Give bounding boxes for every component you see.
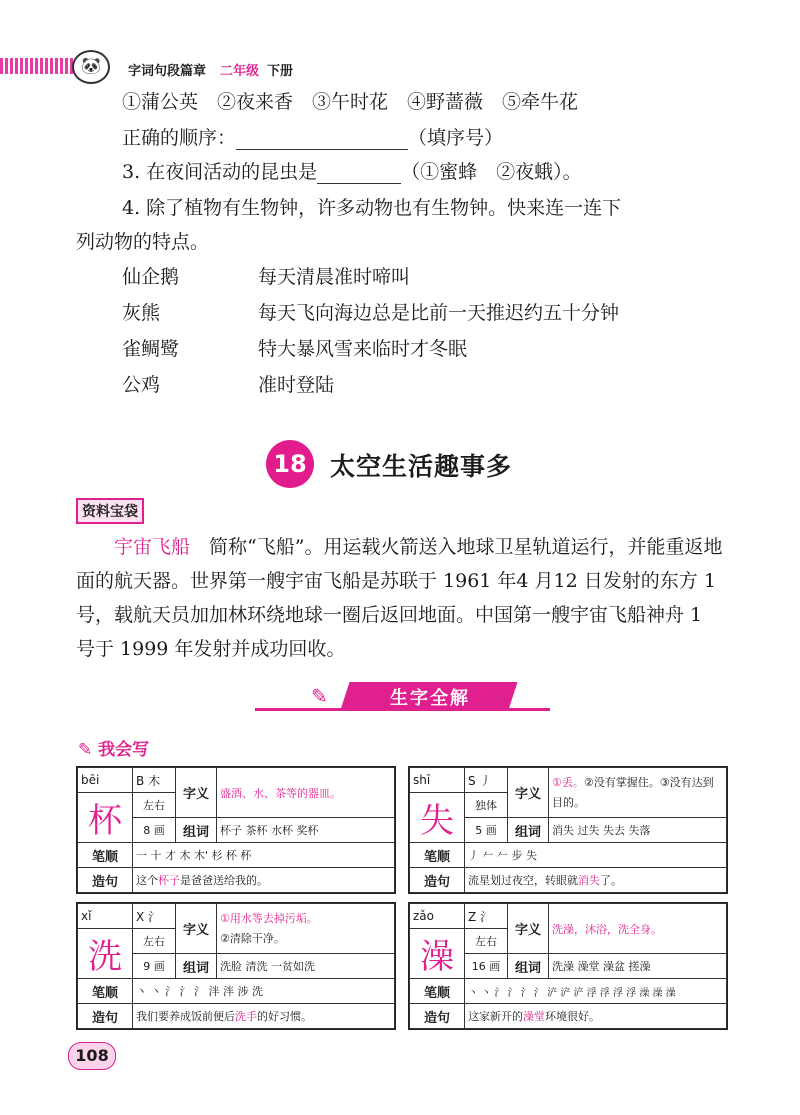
stroke-order: 丶 丶 氵 氵 氵 氵 浐 浐 浐 浮 浮 浮 浮 澡 澡 澡: [465, 979, 727, 1004]
sentence-post: 是爸爸送给我的。: [180, 874, 268, 887]
meaning-highlight: ①丢。: [552, 775, 584, 789]
structure: 左右: [133, 929, 176, 954]
info-text: 简称“飞船”。用运载火箭送入地球卫星轨道运行，并能重返地面的航天器。世界第一艘宇宙飞船是苏联于 1961 年4 月12 日发射的东方 1 号，载航天员加加林环绕地球一圈后返回地面。中国第一艘宇宙飞船神舟 1 号于 1999 年发射并成功回收。: [76, 536, 723, 660]
question-4-line1: 4. 除了植物有生物钟，许多动物也有生物钟。快来连一连下: [122, 197, 622, 219]
radical-info: [133, 904, 176, 929]
words: 杯子 茶杯 水杯 奖杯: [217, 818, 395, 843]
subhead-label: 我会写: [98, 740, 150, 760]
pinyin: xǐ: [78, 904, 133, 929]
lesson-title: 太空生活趣事多: [330, 452, 513, 481]
sentence-label: 造句: [78, 868, 133, 893]
character: 澡: [410, 929, 465, 979]
radical-letter: Z: [468, 909, 477, 924]
sentence-label: 造句: [78, 1004, 133, 1029]
structure: 左右: [133, 793, 176, 818]
pencil-icon: ✎: [311, 684, 328, 708]
radical-info: [465, 904, 508, 929]
radical: 木: [148, 773, 161, 788]
meaning-label: 字义: [176, 768, 217, 818]
info-tag: 资料宝袋: [76, 498, 144, 524]
section-banner: [255, 682, 550, 716]
sentence-pre: 我们要养成饭前便后: [136, 1010, 235, 1023]
character-card: [76, 902, 396, 1030]
stroke-order: 丿 𠂉 𠂉 步 失: [465, 843, 727, 868]
flower-options: ①蒲公英 ②夜来香 ③午时花 ④野蔷薇 ⑤牵牛花: [122, 91, 579, 113]
sentence-post: 了。: [600, 874, 622, 887]
meaning-label: 字义: [508, 904, 549, 954]
lesson-number: 18: [266, 440, 314, 488]
sentence-label: 造句: [410, 868, 465, 893]
meaning: 洗澡，沐浴，洗全身。: [549, 904, 727, 954]
trait-item[interactable]: 特大暴风雪来临时才冬眠: [258, 338, 468, 360]
header-bar: [0, 58, 800, 74]
order-question: [122, 126, 503, 150]
info-paragraph: [76, 530, 726, 666]
sentence-post: 的好习惯。: [257, 1010, 312, 1023]
character: 杯: [78, 793, 133, 843]
radical-letter: S: [468, 773, 476, 788]
strokes-label: 笔顺: [78, 979, 133, 1004]
subhead: [78, 735, 149, 760]
order-blank[interactable]: [236, 129, 408, 150]
animal-item[interactable]: 灰熊: [122, 302, 161, 324]
strokes-label: 笔顺: [78, 843, 133, 868]
info-term: 宇宙飞船: [114, 536, 191, 558]
character: 失: [410, 793, 465, 843]
words-label: 组词: [176, 954, 217, 979]
q3-blank[interactable]: [317, 163, 401, 184]
stroke-order: 丶 丶 氵 氵 氵 泮 泮 涉 洗: [133, 979, 395, 1004]
order-suffix: （填序号）: [408, 127, 504, 149]
trait-item[interactable]: 每天清晨准时啼叫: [258, 266, 411, 288]
volume: 下册: [267, 64, 294, 79]
sentence-highlight: 杯子: [158, 874, 180, 887]
pencil-icon: ✎: [78, 740, 99, 760]
page-number: 108: [68, 1042, 116, 1070]
radical-letter: X: [136, 909, 145, 924]
meaning-highlight: ①用水等去掉污垢。: [220, 911, 318, 925]
sentence: [465, 868, 727, 893]
stroke-count: 5 画: [465, 818, 508, 843]
running-header: [128, 60, 293, 79]
stroke-count: 9 画: [133, 954, 176, 979]
words: 洗澡 澡堂 澡盆 搓澡: [549, 954, 727, 979]
pinyin: bēi: [78, 768, 133, 793]
radical: 丿: [479, 773, 492, 788]
stroke-count: 8 画: [133, 818, 176, 843]
trait-item[interactable]: 准时登陆: [258, 374, 335, 396]
sentence-post: 环境很好。: [545, 1010, 600, 1023]
section-title: 生字全解: [390, 688, 470, 709]
words-label: 组词: [176, 818, 217, 843]
radical-letter: B: [136, 773, 145, 788]
meaning-label: 字义: [176, 904, 217, 954]
sentence-pre: 这家新开的: [468, 1010, 523, 1023]
character: 洗: [78, 929, 133, 979]
pinyin: shī: [410, 768, 465, 793]
order-prefix: 正确的顺序：: [122, 127, 237, 149]
structure: 独体: [465, 793, 508, 818]
strokes-label: 笔顺: [410, 979, 465, 1004]
question-3: [122, 160, 582, 184]
grade: 二年级: [220, 64, 260, 79]
q3-suffix: （①蜜蜂 ②夜蛾）。: [401, 161, 582, 183]
sentence: [465, 1004, 727, 1029]
panda-icon: 🐼: [72, 50, 110, 84]
sentence-highlight: 洗手: [235, 1010, 257, 1023]
sentence: [133, 868, 395, 893]
sentence: [133, 1004, 395, 1029]
trait-item[interactable]: 每天飞向海边总是比前一天推迟约五十分钟: [258, 302, 620, 324]
words: 洗脸 清洗 一贫如洗: [217, 954, 395, 979]
pinyin: zǎo: [410, 904, 465, 929]
sentence-highlight: 消失: [578, 874, 600, 887]
sentence-highlight: 澡堂: [523, 1010, 545, 1023]
header-stripe: [0, 58, 82, 74]
structure: 左右: [465, 929, 508, 954]
meaning-rest: ②清除干净。: [220, 931, 285, 945]
meaning: [217, 904, 395, 954]
meaning-label: 字义: [508, 768, 549, 818]
series-title: 字词句段篇章: [128, 64, 207, 79]
words-label: 组词: [508, 954, 549, 979]
stroke-count: 16 画: [465, 954, 508, 979]
words-label: 组词: [508, 818, 549, 843]
q3-prefix: 3. 在夜间活动的昆虫是: [122, 161, 318, 183]
character-card: [408, 766, 728, 894]
radical: 氵: [480, 909, 493, 924]
radical-info: [465, 768, 508, 793]
question-4-line2: 列动物的特点。: [76, 231, 210, 253]
radical-info: [133, 768, 176, 793]
meaning: [549, 768, 727, 818]
sentence-pre: 流星划过夜空，转眼就: [468, 874, 578, 887]
character-card: [76, 766, 396, 894]
character-card: [408, 902, 728, 1030]
animal-item[interactable]: 公鸡: [122, 374, 161, 396]
stroke-order: 一 十 才 木 木' 杉 杯 杯: [133, 843, 395, 868]
meaning: 盛酒、水、茶等的器皿。: [217, 768, 395, 818]
strokes-label: 笔顺: [410, 843, 465, 868]
sentence-pre: 这个: [136, 874, 158, 887]
animal-item[interactable]: 雀鲷鹭: [122, 338, 180, 360]
meaning-rest: ②没有掌握住。③没有达到目的。: [552, 775, 714, 809]
animal-item[interactable]: 仙企鹅: [122, 266, 180, 288]
sentence-label: 造句: [410, 1004, 465, 1029]
radical: 氵: [148, 909, 161, 924]
words: 消失 过失 失去 失落: [549, 818, 727, 843]
